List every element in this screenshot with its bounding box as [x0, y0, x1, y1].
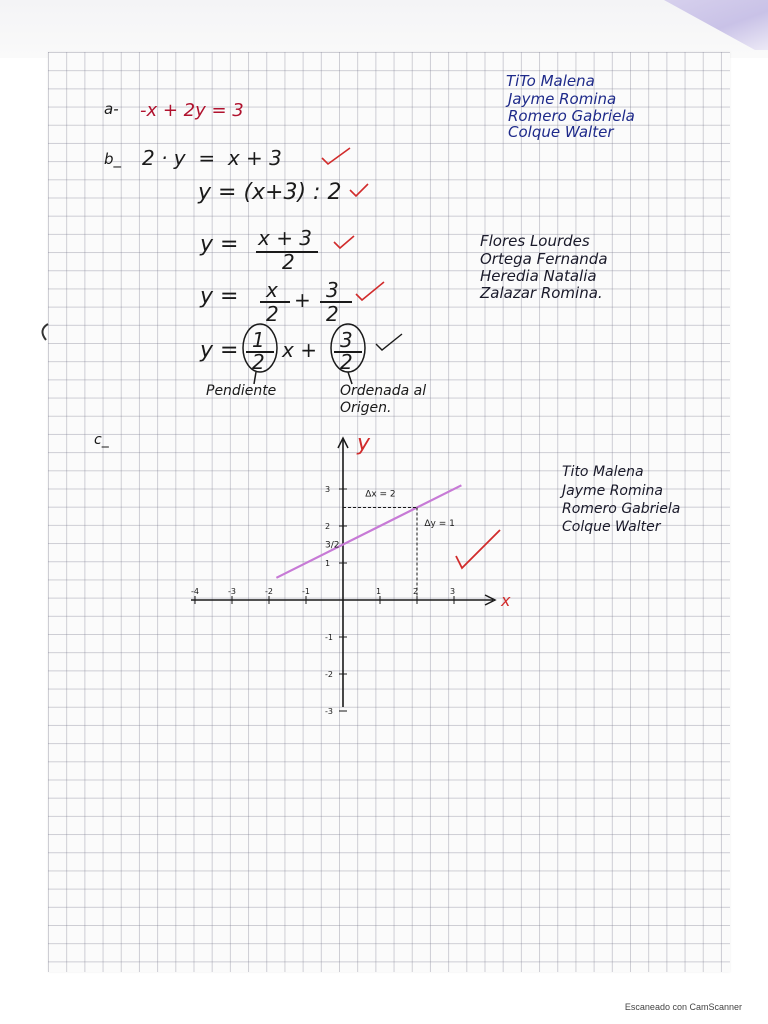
name-2-1: Flores Lourdes	[480, 232, 590, 250]
part-a-equation: -x + 2y = 3	[140, 100, 244, 121]
intercept-annotation: 3/2	[325, 540, 340, 551]
x-tick-label: -4	[191, 587, 199, 596]
y-tick-label: -1	[325, 633, 333, 642]
line-graph	[191, 431, 511, 716]
margin-mark	[42, 324, 48, 340]
x-tick-label: 1	[376, 587, 382, 596]
slope-pointer	[254, 372, 256, 384]
fraction-3-denominator-a: 2	[252, 350, 265, 374]
pendiente-label: Pendiente	[206, 383, 277, 399]
scanner-footer: Escaneado con CamScanner	[624, 1002, 742, 1012]
y-tick-label: 2	[325, 522, 331, 531]
x-tick-label: 2	[413, 587, 419, 596]
name-2-3: Heredia Natalia	[480, 267, 597, 285]
part-b-label: b_	[104, 150, 122, 168]
x-axis-label: x	[501, 591, 511, 610]
name-2-4: Zalazar Romina.	[480, 284, 603, 302]
x-tick-label: -2	[265, 587, 273, 596]
delta-y-annotation: Δy = 1	[424, 519, 455, 529]
fraction-2-numerator-a: x	[266, 278, 278, 302]
equation-line-1: 2 · y = x + 3	[142, 146, 282, 170]
fraction-1-numerator: x + 3	[258, 226, 313, 250]
y-tick-label: 1	[325, 559, 331, 568]
y-tick-label: -2	[325, 670, 333, 679]
fraction-3-numerator-b: 3	[340, 328, 353, 352]
fraction-2-denominator-a: 2	[266, 302, 279, 326]
check-mark-3	[334, 236, 354, 248]
y-tick-label: -3	[325, 707, 333, 716]
intercept-oval	[331, 324, 365, 372]
name-3-3: Romero Gabriela	[562, 501, 681, 517]
equation-line-2: y = (x+3) : 2	[198, 180, 342, 205]
check-mark-graph	[456, 530, 500, 568]
name-3-2: Jayme Romina	[562, 483, 663, 499]
fraction-2-denominator-b: 2	[326, 302, 339, 326]
name-3-1: Tito Malena	[562, 464, 644, 480]
name-3-4: Colque Walter	[562, 519, 661, 535]
fraction-3-prefix: y =	[200, 338, 239, 363]
fraction-3-numerator-a: 1	[252, 328, 265, 352]
check-mark-1	[322, 148, 350, 164]
name-2-2: Ortega Fernanda	[480, 250, 608, 268]
intercept-pointer	[348, 372, 352, 384]
name-1-1: TiTo Malena	[506, 72, 595, 90]
check-mark-4	[356, 282, 384, 300]
fraction-3-denominator-b: 2	[340, 350, 353, 374]
part-a-label: a-	[104, 100, 119, 118]
y-axis-label: y	[357, 431, 371, 456]
fraction-2-plus: +	[294, 288, 311, 312]
slope-oval	[243, 324, 277, 372]
part-c-label: c_	[94, 432, 109, 448]
x-tick-label: -1	[302, 587, 310, 596]
x-tick-label: -3	[228, 587, 236, 596]
fraction-1-prefix: y =	[200, 232, 239, 257]
fraction-2-numerator-b: 3	[326, 278, 339, 302]
delta-x-annotation: Δx = 2	[365, 489, 396, 500]
ordenada-label: Ordenada al Origen.	[340, 383, 427, 416]
x-tick-label: 3	[450, 587, 456, 596]
name-1-4: Colque Walter	[508, 123, 614, 141]
check-mark-5	[376, 334, 402, 350]
name-1-3: Romero Gabriela	[508, 107, 635, 125]
check-mark-2	[350, 184, 368, 196]
fraction-2-prefix: y =	[200, 284, 239, 309]
fraction-1-denominator: 2	[282, 250, 295, 274]
fraction-3-mid: x +	[282, 338, 317, 362]
name-1-2: Jayme Romina	[508, 90, 617, 108]
y-tick-label: 3	[325, 485, 331, 494]
